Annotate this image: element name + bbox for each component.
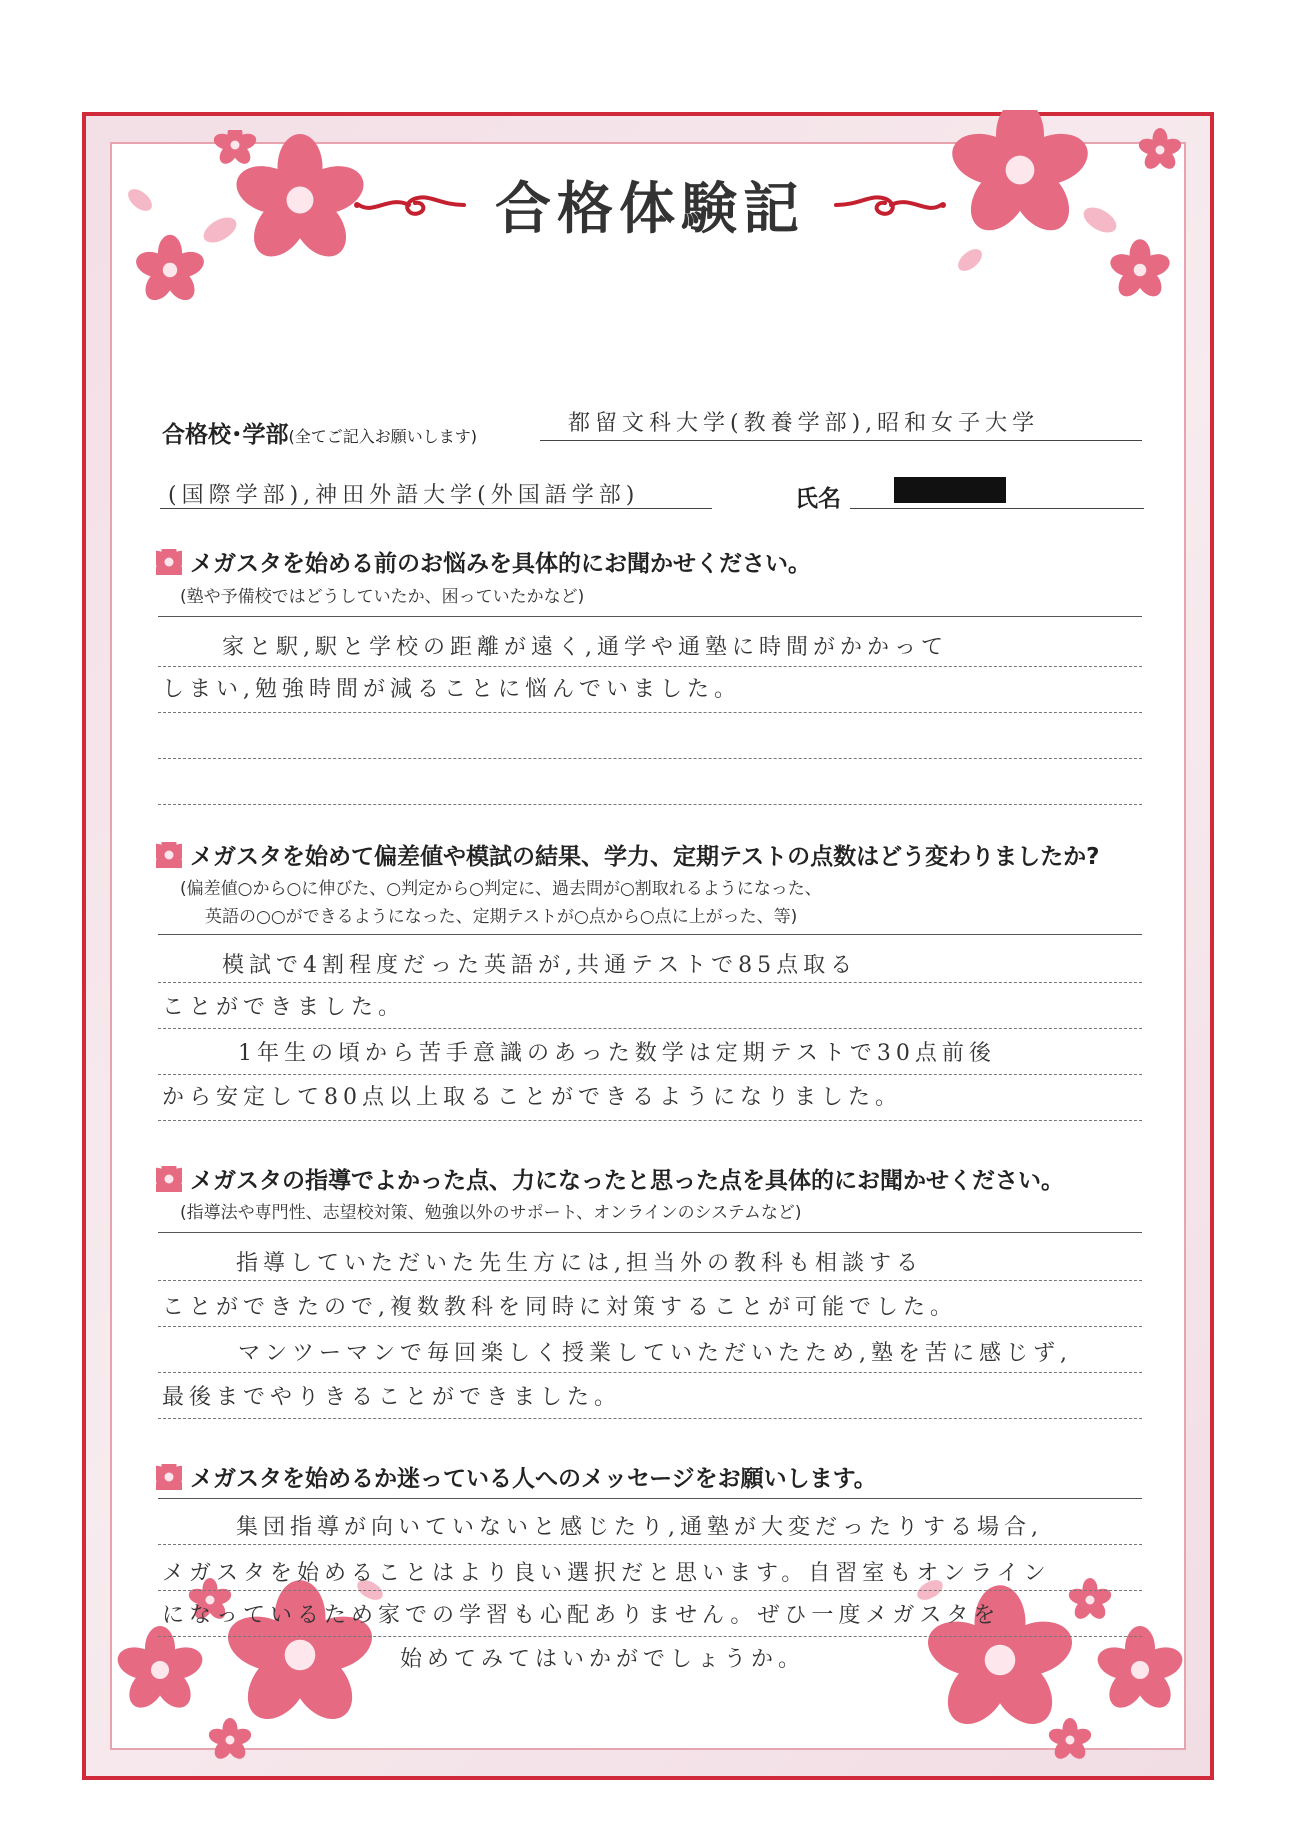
question-1-hint: (塾や予備校ではどうしていたか、困っていたかなど) [180, 587, 585, 607]
name-underline [850, 508, 1144, 509]
answer-1-rule-2 [158, 712, 1142, 713]
answer-4-rule-2 [158, 1590, 1142, 1591]
answer-3-line-3: マンツーマンで毎回楽しく授業していただいたため,塾を苦に感じず, [238, 1341, 1072, 1366]
answer-4-topline [158, 1498, 1142, 1499]
answer-3-rule-3 [158, 1372, 1142, 1373]
question-1-text: メガスタを始める前のお悩みを具体的にお聞かせください。 [190, 551, 811, 577]
blossom-bullet-icon [156, 549, 182, 575]
answer-4-line-4: 始めてみてはいかがでしょうか。 [400, 1647, 806, 1672]
answer-4-rule-3 [158, 1636, 1142, 1637]
answer-1-topline [158, 616, 1142, 617]
answer-2-line-4: から安定して80点以上取ることができるようになりました。 [162, 1085, 902, 1110]
question-4 [156, 1460, 877, 1493]
question-4-text: メガスタを始めるか迷っている人へのメッセージをお願いします。 [190, 1466, 877, 1492]
answer-2-rule-3 [158, 1074, 1142, 1075]
name-label: 氏名 [795, 486, 841, 512]
swirl-left-icon [349, 185, 469, 225]
answer-2-topline [158, 934, 1142, 935]
swirl-right-icon [831, 185, 951, 225]
answer-1-line-2: しまい,勉強時間が減ることに悩んでいました。 [162, 677, 741, 702]
question-3 [156, 1162, 1064, 1195]
school-note: (全てご記入お願いします) [288, 427, 477, 446]
answer-3-rule-2 [158, 1326, 1142, 1327]
question-2-hint-1: (偏差値○から○に伸びた、○判定から○判定に、過去問が○割取れるようになった、 [180, 879, 822, 899]
question-3-text: メガスタの指導でよかった点、力になったと思った点を具体的にお聞かせください。 [190, 1168, 1064, 1194]
school-underline-2 [160, 508, 712, 509]
question-2-hint-2: 英語の○○ができるようになった、定期テストが○点から○点に上がった、等) [205, 907, 798, 927]
inner-frame [110, 142, 1186, 1750]
answer-4-line-3: になっているため家での学習も心配ありません。ぜひ一度メガスタを [162, 1603, 1001, 1628]
answer-3-rule-4 [158, 1418, 1142, 1419]
answer-1-rule-4 [158, 804, 1142, 805]
page-title: 合格体験記 [495, 176, 805, 242]
answer-2-line-2: ことができました。 [162, 995, 406, 1020]
answer-2-rule-1 [158, 982, 1142, 983]
answer-3-line-2: ことができたので,複数教科を同時に対策することが可能でした。 [162, 1295, 957, 1320]
blossom-bottom-right [900, 1560, 1200, 1770]
answer-2-rule-4 [158, 1120, 1142, 1121]
question-3-hint: (指導法や専門性、志望校対策、勉強以外のサポート、オンラインのシステムなど) [180, 1203, 802, 1223]
answer-3-topline [158, 1232, 1142, 1233]
answer-4-line-2: メガスタを始めることはより良い選択だと思います。自習室もオンライン [162, 1561, 1051, 1586]
answer-1-rule-3 [158, 758, 1142, 759]
blossom-bullet-icon [156, 842, 182, 868]
answer-3-rule-1 [158, 1280, 1142, 1281]
answer-2-rule-2 [158, 1028, 1142, 1029]
school-underline-1 [540, 440, 1142, 441]
blossom-bottom-left [100, 1560, 400, 1770]
answer-4-rule-1 [158, 1544, 1142, 1545]
school-value-line1: 都留文科大学(教養学部),昭和女子大学 [568, 411, 1040, 436]
school-label [162, 416, 477, 449]
answer-3-line-4: 最後までやりきることができました。 [162, 1385, 622, 1410]
school-value-line2: (国際学部),神田外語大学(外国語学部) [168, 483, 640, 508]
answer-4-line-1: 集団指導が向いていないと感じたり,通塾が大変だったりする場合, [236, 1515, 1043, 1540]
answer-2-line-1: 模試で4割程度だった英語が,共通テストで85点取る [222, 953, 858, 978]
answer-2-line-3: 1年生の頃から苦手意識のあった数学は定期テストで30点前後 [238, 1041, 996, 1066]
redaction-bar [894, 477, 1006, 503]
question-2-text: メガスタを始めて偏差値や模試の結果、学力、定期テストの点数はどう変わりましたか? [190, 844, 1100, 870]
question-2 [156, 838, 1099, 871]
answer-1-line-1: 家と駅,駅と学校の距離が遠く,通学や通塾に時間がかかって [222, 635, 948, 660]
school-label-text: 合格校･学部 [162, 422, 289, 448]
blossom-bullet-icon [156, 1464, 182, 1490]
title-area [0, 160, 1300, 250]
answer-1-rule-1 [158, 666, 1142, 667]
answer-3-line-1: 指導していただいた先生方には,担当外の教科も相談する [236, 1251, 923, 1276]
blossom-bullet-icon [156, 1166, 182, 1192]
question-1 [156, 545, 811, 578]
